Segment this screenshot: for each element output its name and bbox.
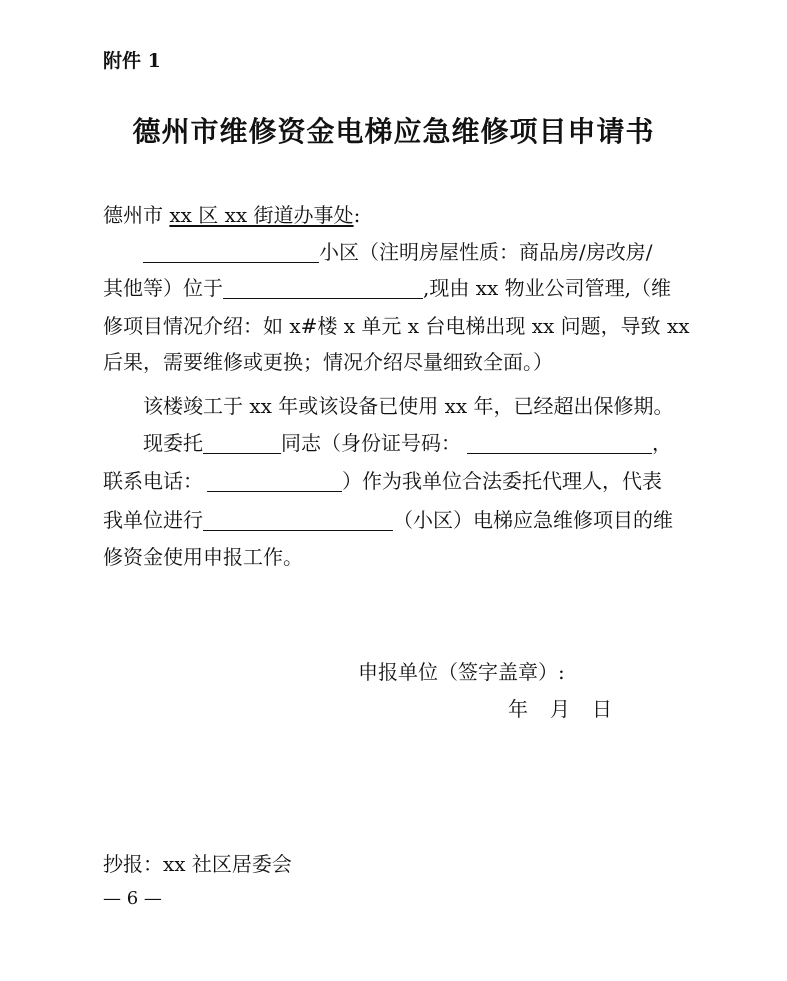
location-blank[interactable] [223,274,423,299]
paragraph3-line2-start: 联系电话： [103,469,203,493]
id-number-blank[interactable] [467,429,652,454]
paragraph1-line2-start: 其他等）位于 [103,276,223,300]
signature-label: 申报单位（签字盖章）: [358,660,565,684]
paragraph3-line2-end: ）作为我单位合法委托代理人，代表 [342,469,662,493]
community-name-blank[interactable] [143,238,319,263]
page-number: — 6 — [103,888,162,909]
document-title: 德州市维修资金电梯应急维修项目申请书 [132,115,655,148]
agent-name-blank[interactable] [203,429,281,454]
paragraph3-line2 [103,463,662,499]
date-month: 月 [550,697,570,721]
paragraph3-line1 [143,425,672,461]
paragraph1-line4: 后果，需要维修或更换；情况介绍尽量细致全面。） [103,350,553,374]
date-year: 年 [508,697,528,721]
addressee-district: xx 区 xx 街道办事处 [169,203,354,227]
paragraph3-line4: 修资金使用申报工作。 [103,545,303,569]
addressee-prefix: 德州市 [103,203,170,227]
paragraph3-end: ， [652,431,672,455]
addressee-colon: : [353,203,361,227]
date-line [508,693,634,722]
unit-blank[interactable] [203,506,393,531]
paragraph1-line2 [103,270,671,306]
paragraph3-line3-start: 我单位进行 [103,508,203,532]
paragraph3-start: 现委托 [143,431,203,455]
paragraph1-line3: 修项目情况介绍：如 x#楼 x 单元 x 台电梯出现 xx 问题，导致 xx [103,314,690,338]
paragraph2: 该楼竣工于 xx 年或该设备已使用 xx 年，已经超出保修期。 [143,394,674,418]
phone-blank[interactable] [207,467,342,492]
paragraph1-line1 [143,234,652,270]
paragraph3-line3 [103,502,673,538]
cc-line: 抄报：xx 社区居委会 [103,852,292,876]
paragraph1-text1: 小区（注明房屋性质：商品房/房改房/ [319,240,653,264]
paragraph1-line2-end: ,现由 xx 物业公司管理,（维 [423,276,671,300]
addressee-line [103,197,360,233]
paragraph3-mid: 同志（身份证号码： [281,431,461,455]
attachment-label: 附件 1 [103,50,161,72]
paragraph3-line3-end: （小区）电梯应急维修项目的维 [393,508,673,532]
date-day: 日 [592,697,612,721]
